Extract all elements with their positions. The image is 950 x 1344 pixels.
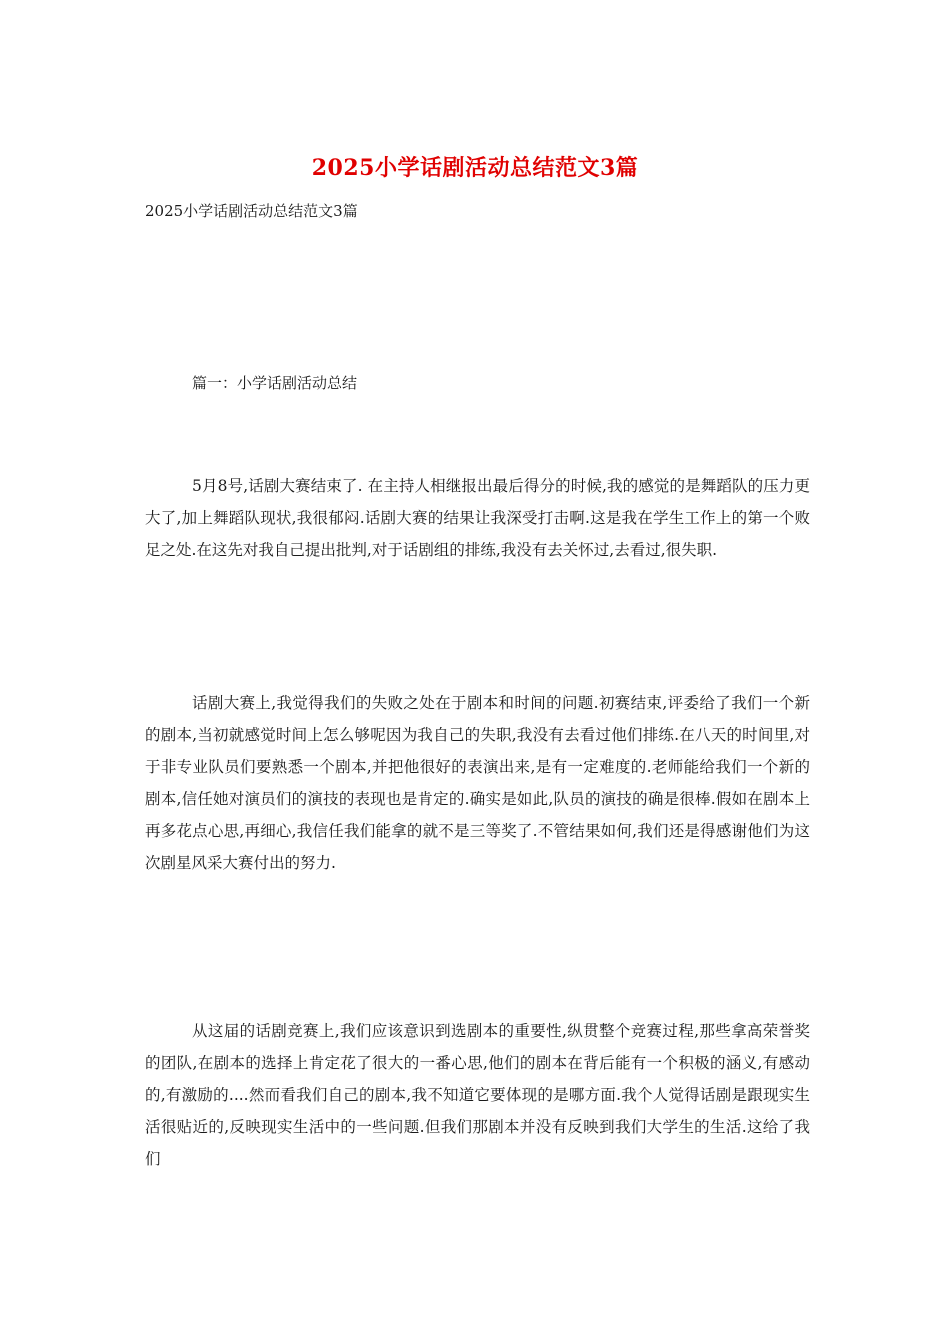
paragraph-1: 5月8号,话剧大赛结束了. 在主持人相继报出最后得分的时候,我的感觉的是舞蹈队的压力更大了,加上舞蹈队现状,我很郁闷.话剧大赛的结果让我深受打击啊.这是我在学生工作上的第一个败足之处.在这先对我自己提出批判,对于话剧组的排练,我没有去关怀过,去看过,很失职. [145,477,810,559]
document-title: 2025小学话剧活动总结范文3篇 [311,155,639,181]
section-heading: 篇一：小学话剧活动总结 [192,374,358,392]
paragraph-2: 话剧大赛上,我觉得我们的失败之处在于剧本和时间的问题.初赛结束,评委给了我们一个新的剧本,当初就感觉时间上怎么够呢因为我自己的失职,我没有去看过他们排练.在八天的时间里,对于非专业队员们要熟悉一个剧本,并把他很好的表演出来,是有一定难度的.老师能给我们一个新的剧本,信任她对演员们的演技的表现也是肯定的.确实是如此,队员的演技的确是很棒.假如在剧本上再多花点心思,再细心,我信任我们能拿的就不是三等奖了.不管结果如何,我们还是得感谢他们为这次剧星风采大赛付出的努力. [145,694,810,872]
paragraph-3: 从这届的话剧竞赛上,我们应该意识到选剧本的重要性,纵贯整个竞赛过程,那些拿高荣誉奖的团队,在剧本的选择上肯定花了很大的一番心思,他们的剧本在背后能有一个积极的涵义,有感动的,有激励的....然而看我们自己的剧本,我不知道它要体现的是哪方面.我个人觉得话剧是跟现实生活很贴近的,反映现实生活中的一些问题.但我们那剧本并没有反映到我们大学生的生活.这给了我们 [145,1022,810,1168]
document-subtitle: 2025小学话剧活动总结范文3篇 [145,202,358,220]
